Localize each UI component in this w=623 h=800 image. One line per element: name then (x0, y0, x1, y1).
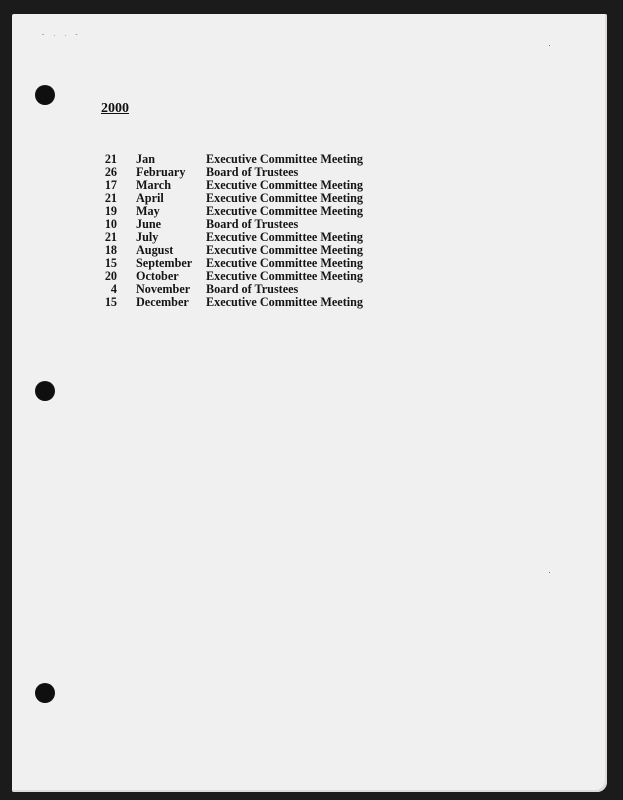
schedule-event: Executive Committee Meeting (206, 191, 364, 205)
schedule-event: Executive Committee Meeting (206, 243, 364, 257)
schedule-day: 21 (104, 152, 117, 166)
schedule-event: Executive Committee Meeting (206, 269, 364, 283)
schedule-event: Executive Committee Meeting (206, 204, 364, 218)
paper-speck (549, 45, 550, 46)
schedule-month: September (136, 256, 193, 270)
schedule-day: 10 (104, 217, 117, 231)
schedule-day: 19 (104, 204, 117, 218)
paper-speck (549, 572, 550, 573)
schedule-month: August (136, 243, 174, 257)
schedule-event: Board of Trustees (206, 165, 299, 179)
schedule-day: 26 (104, 165, 117, 179)
schedule-event: Executive Committee Meeting (206, 256, 364, 270)
document-page (12, 14, 607, 792)
schedule-day: 4 (110, 282, 117, 296)
schedule-event: Executive Committee Meeting (206, 152, 364, 166)
year-heading: 2000 (101, 101, 129, 116)
schedule-event: Board of Trustees (206, 282, 299, 296)
schedule-day: 17 (104, 178, 117, 192)
punch-hole-middle (35, 381, 55, 401)
schedule-day: 21 (104, 191, 117, 205)
schedule-row (101, 296, 363, 309)
schedule-event: Executive Committee Meeting (206, 230, 364, 244)
schedule-day: 18 (104, 243, 117, 257)
schedule-month: December (136, 295, 189, 309)
schedule-day: 20 (104, 269, 117, 283)
schedule-month: March (136, 178, 171, 192)
schedule-event: Executive Committee Meeting (206, 295, 364, 309)
schedule-day: 21 (104, 230, 117, 244)
corner-marks: - . . - (42, 32, 82, 38)
schedule-month: April (136, 191, 164, 205)
schedule-month: June (136, 217, 162, 231)
schedule-event: Executive Committee Meeting (206, 178, 364, 192)
schedule-day: 15 (104, 295, 117, 309)
schedule-month: May (136, 204, 160, 218)
schedule-month: July (136, 230, 159, 244)
schedule-day: 15 (104, 256, 117, 270)
schedule-month: February (136, 165, 186, 179)
meeting-schedule (101, 153, 363, 309)
punch-hole-top (35, 85, 55, 105)
schedule-month: November (136, 282, 191, 296)
punch-hole-bottom (35, 683, 55, 703)
schedule-event: Board of Trustees (206, 217, 299, 231)
schedule-month: Jan (136, 152, 155, 166)
schedule-month: October (136, 269, 179, 283)
